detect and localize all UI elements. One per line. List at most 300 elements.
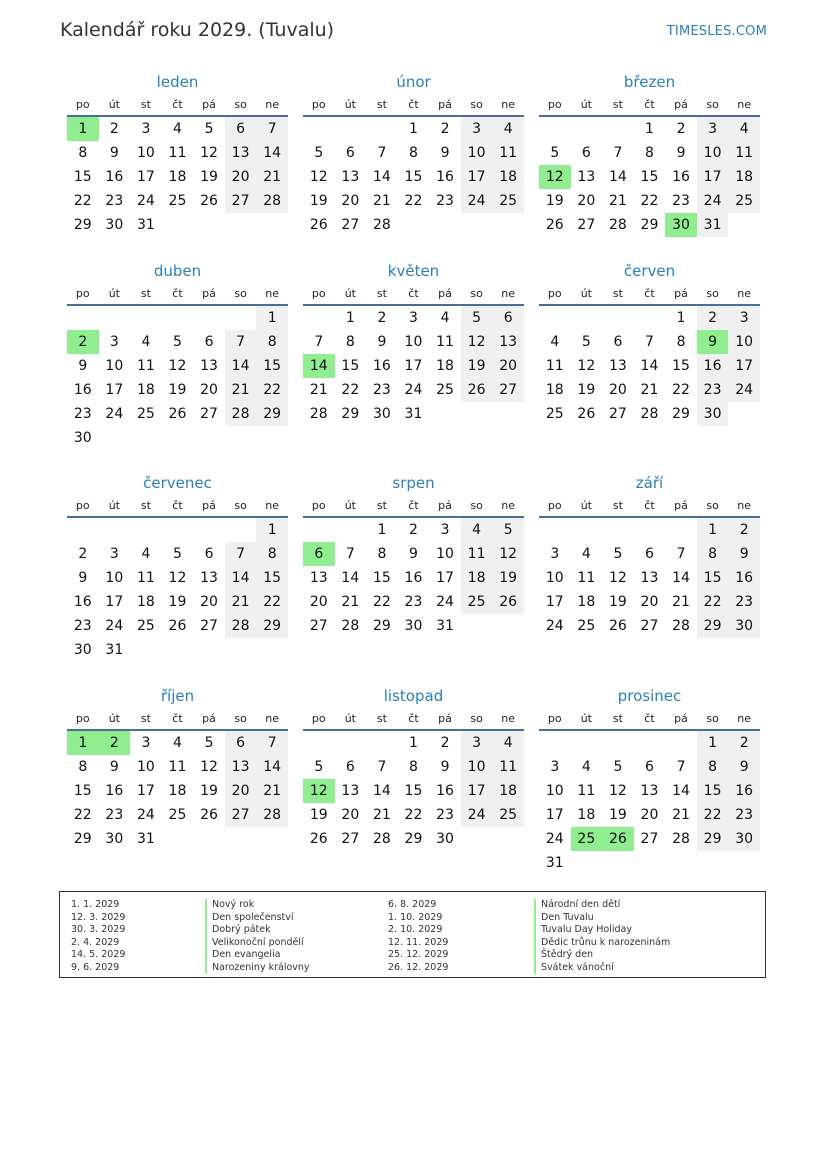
month-name: únor — [396, 73, 431, 91]
day-cell: 18 — [136, 594, 155, 610]
day-cell: 19 — [168, 382, 187, 398]
day-cell: 22 — [404, 807, 423, 823]
day-cell: 30 — [697, 402, 729, 426]
empty-cell — [162, 518, 194, 542]
day-cell: 16 — [372, 358, 391, 374]
day-cell: 24 — [105, 406, 124, 422]
day-cell: 7 — [345, 546, 355, 562]
empty-cell — [602, 306, 634, 330]
day-cell: 8 — [256, 542, 288, 566]
day-cell: 13 — [200, 358, 218, 374]
day-cell: 16 — [436, 783, 454, 799]
weekday-header — [539, 707, 760, 731]
legend-holiday-name: Nový rok — [205, 899, 310, 912]
day-cell: 14 — [640, 358, 659, 374]
day-cell: 8 — [78, 759, 88, 775]
day-cell: 3 — [550, 546, 560, 562]
day-cell: 26 — [309, 217, 328, 233]
weekday-label: st — [376, 499, 387, 512]
day-cell: 17 — [105, 594, 124, 610]
weekday-label: út — [344, 499, 356, 512]
weekday-label: ne — [737, 712, 752, 725]
day-cell: 29 — [256, 614, 288, 638]
weekday-label: ne — [737, 98, 752, 111]
legend-holiday-name: Dobrý pátek — [205, 924, 310, 937]
day-cell: 19 — [492, 566, 524, 590]
empty-cell — [335, 731, 367, 755]
empty-cell — [602, 518, 634, 542]
day-cell: 18 — [728, 165, 760, 189]
day-grid — [67, 117, 288, 237]
day-cell: 10 — [136, 759, 155, 775]
empty-cell — [303, 306, 335, 330]
day-cell: 7 — [613, 145, 623, 161]
holiday-day-cell: 12 — [539, 165, 571, 189]
day-grid — [303, 117, 524, 237]
page-title: Kalendář roku 2029. (Tuvalu) — [60, 19, 335, 41]
day-cell: 13 — [341, 169, 360, 185]
day-cell: 2 — [377, 310, 387, 326]
weekday-label: po — [75, 499, 90, 512]
legend-holiday-date: 1. 10. 2029 — [388, 911, 443, 923]
weekday-label: čt — [172, 499, 183, 512]
day-cell: 5 — [173, 334, 182, 350]
day-cell: 13 — [200, 570, 218, 586]
holiday-day-cell: 1 — [67, 117, 99, 141]
day-cell: 3 — [409, 310, 418, 326]
day-cell: 2 — [676, 121, 686, 137]
legend-holiday-name: Den společenství — [205, 912, 310, 925]
empty-cell — [665, 518, 697, 542]
day-cell: 14 — [372, 783, 391, 799]
weekday-label: ne — [737, 499, 752, 512]
day-cell: 27 — [577, 217, 596, 233]
day-cell: 30 — [404, 618, 423, 634]
day-cell: 12 — [492, 542, 524, 566]
weekday-label: čt — [644, 712, 655, 725]
day-cell: 17 — [545, 807, 564, 823]
legend-holiday-name: Národní den dětí — [534, 899, 670, 912]
weekday-header — [67, 494, 288, 518]
month-name: září — [635, 474, 664, 492]
day-cell: 22 — [73, 193, 92, 209]
day-cell: 20 — [200, 594, 218, 610]
day-cell: 25 — [461, 590, 493, 614]
month-name: prosinec — [617, 687, 682, 705]
empty-cell — [539, 731, 571, 755]
day-cell: 27 — [341, 831, 360, 847]
day-cell: 3 — [141, 121, 151, 137]
day-cell: 19 — [608, 594, 627, 610]
day-cell: 21 — [256, 779, 288, 803]
day-cell: 3 — [697, 117, 729, 141]
day-cell: 5 — [204, 121, 214, 137]
day-cell: 12 — [608, 570, 627, 586]
day-cell: 8 — [345, 334, 355, 350]
day-cell: 17 — [136, 169, 155, 185]
weekday-label: čt — [408, 712, 419, 725]
day-cell: 15 — [256, 566, 288, 590]
empty-cell — [634, 306, 666, 330]
day-cell: 2 — [109, 121, 119, 137]
empty-cell — [539, 117, 571, 141]
day-cell: 29 — [672, 406, 690, 422]
month-name: duben — [153, 262, 202, 280]
day-cell: 24 — [545, 831, 564, 847]
day-cell: 13 — [225, 141, 257, 165]
day-cell: 25 — [728, 189, 760, 213]
day-cell: 20 — [225, 779, 257, 803]
day-cell: 6 — [613, 334, 623, 350]
day-cell: 15 — [404, 169, 423, 185]
day-cell: 30 — [105, 831, 124, 847]
holiday-legend — [59, 891, 766, 978]
legend-holiday-date: 12. 3. 2029 — [71, 911, 126, 923]
day-cell: 15 — [372, 570, 391, 586]
site-logo-link[interactable]: TIMESLES.COM — [666, 24, 767, 39]
day-cell: 4 — [173, 735, 182, 751]
day-cell: 6 — [345, 145, 355, 161]
empty-cell — [130, 518, 162, 542]
weekday-label: ne — [265, 98, 280, 111]
day-cell: 30 — [436, 831, 454, 847]
day-cell: 14 — [256, 141, 288, 165]
day-cell: 14 — [225, 354, 257, 378]
empty-cell — [571, 117, 603, 141]
legend-right-dates — [388, 899, 448, 974]
day-cell: 28 — [341, 618, 360, 634]
weekday-label: st — [612, 712, 623, 725]
day-cell: 22 — [697, 803, 729, 827]
day-cell: 21 — [672, 594, 690, 610]
day-cell: 23 — [404, 594, 423, 610]
weekday-header — [67, 93, 288, 117]
day-cell: 3 — [461, 117, 493, 141]
day-cell: 23 — [728, 590, 760, 614]
weekday-label: po — [547, 712, 562, 725]
weekday-label: pá — [202, 98, 216, 111]
day-cell: 16 — [105, 783, 124, 799]
day-cell: 23 — [436, 193, 454, 209]
day-cell: 11 — [168, 145, 187, 161]
day-cell: 21 — [372, 807, 391, 823]
day-cell: 27 — [225, 189, 257, 213]
weekday-label: st — [140, 98, 151, 111]
weekday-header — [539, 282, 760, 306]
empty-cell — [162, 306, 194, 330]
day-cell: 12 — [168, 358, 187, 374]
day-cell: 6 — [204, 546, 214, 562]
day-cell: 10 — [461, 755, 493, 779]
day-cell: 15 — [341, 358, 360, 374]
day-cell: 26 — [168, 406, 187, 422]
day-cell: 3 — [440, 522, 450, 538]
day-cell: 16 — [404, 570, 423, 586]
day-cell: 25 — [577, 618, 596, 634]
day-cell: 4 — [728, 117, 760, 141]
day-cell: 9 — [409, 546, 418, 562]
day-cell: 28 — [672, 831, 690, 847]
day-cell: 29 — [341, 406, 360, 422]
day-cell: 30 — [728, 614, 760, 638]
month-8 — [303, 472, 524, 638]
day-cell: 13 — [341, 783, 360, 799]
weekday-label: ne — [501, 499, 516, 512]
holiday-day-cell: 30 — [665, 213, 697, 237]
month-7 — [67, 472, 288, 662]
day-cell: 20 — [492, 354, 524, 378]
day-cell: 21 — [256, 165, 288, 189]
day-cell: 26 — [492, 590, 524, 614]
day-grid — [303, 518, 524, 638]
day-cell: 26 — [608, 618, 627, 634]
day-cell: 5 — [581, 334, 591, 350]
weekday-label: čt — [172, 287, 183, 300]
day-cell: 6 — [225, 117, 257, 141]
weekday-label: čt — [644, 98, 655, 111]
day-cell: 25 — [436, 382, 454, 398]
day-cell: 6 — [581, 145, 591, 161]
day-cell: 12 — [577, 358, 596, 374]
day-cell: 1 — [645, 121, 654, 137]
day-cell: 21 — [341, 594, 360, 610]
month-5 — [303, 260, 524, 426]
weekday-label: so — [706, 712, 719, 725]
day-cell: 20 — [640, 594, 659, 610]
empty-cell — [335, 117, 367, 141]
day-cell: 1 — [409, 121, 418, 137]
day-cell: 21 — [225, 378, 257, 402]
day-cell: 18 — [136, 382, 155, 398]
day-cell: 4 — [173, 121, 182, 137]
empty-cell — [602, 731, 634, 755]
weekday-label: so — [234, 712, 247, 725]
month-name: červenec — [143, 474, 212, 492]
legend-holiday-name: Svátek vánoční — [534, 962, 670, 975]
day-cell: 6 — [225, 731, 257, 755]
day-cell: 17 — [436, 570, 454, 586]
holiday-day-cell: 26 — [602, 827, 634, 851]
day-cell: 5 — [314, 759, 324, 775]
empty-cell — [193, 306, 225, 330]
day-cell: 13 — [309, 570, 328, 586]
legend-holiday-name: Velikonoční pondělí — [205, 937, 310, 950]
weekday-label: po — [75, 287, 90, 300]
day-cell: 20 — [309, 594, 328, 610]
day-cell: 7 — [225, 330, 257, 354]
day-cell: 27 — [225, 803, 257, 827]
day-cell: 9 — [440, 759, 450, 775]
day-grid — [67, 518, 288, 662]
day-cell: 29 — [697, 614, 729, 638]
day-cell: 11 — [168, 759, 187, 775]
weekday-label: pá — [438, 287, 452, 300]
weekday-label: so — [706, 98, 719, 111]
legend-holiday-name: Narozeniny královny — [205, 962, 310, 975]
day-cell: 9 — [78, 358, 88, 374]
weekday-label: ne — [265, 287, 280, 300]
day-cell: 13 — [640, 570, 659, 586]
day-cell: 18 — [577, 594, 596, 610]
day-cell: 4 — [492, 117, 524, 141]
day-cell: 4 — [141, 334, 151, 350]
empty-cell — [366, 117, 398, 141]
day-cell: 17 — [404, 358, 423, 374]
day-cell: 19 — [461, 354, 493, 378]
day-cell: 28 — [256, 189, 288, 213]
empty-cell — [67, 306, 99, 330]
day-cell: 24 — [136, 193, 155, 209]
day-cell: 23 — [105, 193, 124, 209]
day-cell: 18 — [461, 566, 493, 590]
day-cell: 20 — [341, 807, 360, 823]
day-cell: 20 — [640, 807, 659, 823]
day-cell: 13 — [640, 783, 659, 799]
legend-holiday-date: 9. 6. 2029 — [71, 961, 120, 973]
day-cell: 9 — [440, 145, 450, 161]
day-cell: 23 — [105, 807, 124, 823]
day-cell: 25 — [168, 193, 187, 209]
day-cell: 10 — [404, 334, 423, 350]
day-cell: 11 — [577, 783, 596, 799]
day-cell: 31 — [436, 618, 454, 634]
day-cell: 15 — [73, 783, 92, 799]
day-cell: 11 — [461, 542, 493, 566]
month-10 — [67, 685, 288, 851]
day-cell: 31 — [105, 642, 124, 658]
day-grid — [539, 731, 760, 875]
month-9 — [539, 472, 760, 638]
day-cell: 23 — [436, 807, 454, 823]
day-cell: 20 — [341, 193, 360, 209]
weekday-label: po — [311, 98, 326, 111]
day-cell: 27 — [200, 618, 218, 634]
day-cell: 19 — [309, 807, 328, 823]
day-cell: 28 — [309, 406, 328, 422]
day-cell: 18 — [168, 783, 187, 799]
month-1 — [67, 71, 288, 237]
weekday-label: pá — [438, 98, 452, 111]
day-cell: 21 — [372, 193, 391, 209]
weekday-header — [539, 494, 760, 518]
day-cell: 14 — [341, 570, 360, 586]
day-cell: 15 — [697, 566, 729, 590]
day-cell: 4 — [492, 731, 524, 755]
weekday-label: so — [470, 98, 483, 111]
day-cell: 23 — [73, 406, 92, 422]
weekday-label: po — [311, 287, 326, 300]
weekday-label: út — [580, 712, 592, 725]
day-cell: 10 — [697, 141, 729, 165]
weekday-label: so — [234, 98, 247, 111]
day-cell: 24 — [404, 382, 423, 398]
legend-holiday-date: 25. 12. 2029 — [388, 949, 449, 960]
weekday-label: pá — [674, 98, 688, 111]
empty-cell — [539, 306, 571, 330]
day-cell: 9 — [728, 542, 760, 566]
weekday-label: út — [344, 98, 356, 111]
day-cell: 27 — [492, 378, 524, 402]
day-cell: 11 — [136, 358, 155, 374]
day-grid — [539, 306, 760, 426]
day-cell: 8 — [697, 755, 729, 779]
weekday-label: po — [75, 712, 90, 725]
weekday-label: so — [470, 287, 483, 300]
day-cell: 4 — [461, 518, 493, 542]
legend-holiday-date: 6. 8. 2029 — [388, 899, 437, 910]
day-cell: 26 — [200, 807, 218, 823]
day-cell: 30 — [728, 827, 760, 851]
day-cell: 30 — [105, 217, 124, 233]
weekday-label: so — [234, 499, 247, 512]
holiday-day-cell: 25 — [571, 827, 603, 851]
weekday-label: pá — [202, 499, 216, 512]
month-name: srpen — [392, 474, 435, 492]
weekday-label: pá — [438, 712, 452, 725]
weekday-header — [67, 707, 288, 731]
day-cell: 2 — [728, 731, 760, 755]
day-cell: 16 — [672, 169, 690, 185]
day-cell: 3 — [141, 735, 151, 751]
day-cell: 21 — [640, 382, 659, 398]
day-cell: 27 — [309, 618, 328, 634]
day-cell: 6 — [492, 306, 524, 330]
day-cell: 18 — [436, 358, 454, 374]
day-cell: 1 — [697, 731, 729, 755]
day-cell: 14 — [608, 169, 627, 185]
empty-cell — [602, 117, 634, 141]
day-cell: 26 — [309, 831, 328, 847]
day-cell: 14 — [256, 755, 288, 779]
day-cell: 15 — [640, 169, 659, 185]
day-cell: 14 — [672, 570, 690, 586]
day-cell: 9 — [78, 570, 88, 586]
day-grid — [303, 731, 524, 851]
day-cell: 31 — [404, 406, 423, 422]
day-cell: 1 — [256, 518, 288, 542]
day-cell: 10 — [728, 330, 760, 354]
day-cell: 4 — [440, 310, 450, 326]
weekday-label: so — [470, 712, 483, 725]
day-cell: 30 — [372, 406, 391, 422]
day-cell: 13 — [608, 358, 627, 374]
weekday-label: so — [706, 287, 719, 300]
weekday-header — [303, 93, 524, 117]
weekday-label: so — [234, 287, 247, 300]
day-cell: 18 — [492, 165, 524, 189]
legend-holiday-name: Den Tuvalu — [534, 912, 670, 925]
weekday-label: ne — [501, 287, 516, 300]
day-cell: 25 — [492, 803, 524, 827]
weekday-label: ne — [501, 98, 516, 111]
day-cell: 15 — [404, 783, 423, 799]
day-cell: 20 — [200, 382, 218, 398]
weekday-header — [539, 93, 760, 117]
weekday-label: so — [470, 499, 483, 512]
day-cell: 7 — [676, 546, 686, 562]
day-cell: 1 — [409, 735, 418, 751]
day-cell: 13 — [492, 330, 524, 354]
day-cell: 27 — [640, 831, 659, 847]
day-cell: 5 — [314, 145, 324, 161]
day-cell: 26 — [461, 378, 493, 402]
day-cell: 27 — [640, 618, 659, 634]
day-cell: 16 — [728, 566, 760, 590]
day-cell: 14 — [672, 783, 690, 799]
day-cell: 27 — [200, 406, 218, 422]
day-cell: 17 — [728, 354, 760, 378]
day-cell: 5 — [173, 546, 182, 562]
